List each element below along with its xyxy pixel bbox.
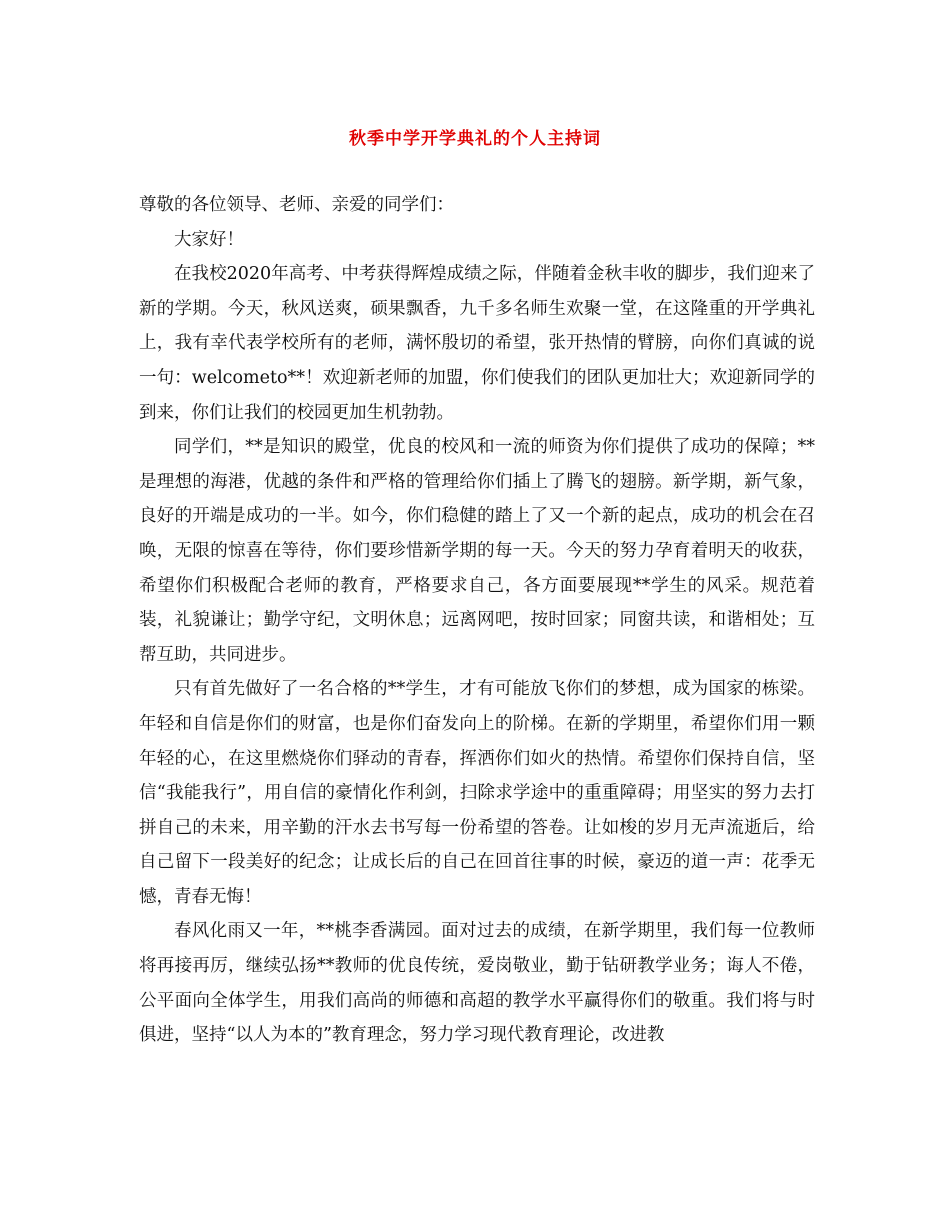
salutation: 尊敬的各位领导、老师、亲爱的同学们： <box>139 195 454 215</box>
paragraph-1: 在我校2020年高考、中考获得辉煌成绩之际，伴随着金秋丰收的脚步，我们迎来了新的学期。今天，秋风送爽，硕果飘香，九千多名师生欢聚一堂，在这隆重的开学典礼上，我有幸代表学校所有的老师，满怀殷切的希望，张开热情的臂膀，向你们真诚的说一句：welcometo**！欢迎新老师的加盟，你们使我们的团队更加壮大；欢迎新同学的到来，你们让我们的校园更加生机勃勃。 <box>139 264 815 423</box>
paragraph-4: 春风化雨又一年，**桃李香满园。面对过去的成绩，在新学期里，我们每一位教师将再接再厉，继续弘扬**教师的优良传统，爱岗敬业，勤于钻研教学业务；诲人不倦，公平面向全体学生，用我们高尚的师德和高超的教学水平赢得你们的敬重。我们将与时俱进，坚持“以人为本的”教育理念，努力学习现代教育理论，改进教 <box>139 921 815 1046</box>
paragraph-2: 同学们，**是知识的殿堂，优良的校风和一流的师资为你们提供了成功的保障；**是理想的海港，优越的条件和严格的管理给你们插上了腾飞的翅膀。新学期，新气象，良好的开端是成功的一半。如今，你们稳健的踏上了又一个新的起点，成功的机会在召唤，无限的惊喜在等待，你们要珍惜新学期的每一天。今天的努力孕育着明天的收获，希望你们积极配合老师的教育，严格要求自己，各方面要展现**学生的风采。规范着装，礼貌谦让；勤学守纪，文明休息；远离网吧，按时回家；同窗共读，和谐相处；互帮互助，共同进步。 <box>139 437 815 665</box>
paragraph-greeting: 大家好！ <box>174 229 244 250</box>
document-title: 秋季中学开学典礼的个人主持词 <box>349 129 601 149</box>
paragraph-3: 只有首先做好了一名合格的**学生，才有可能放飞你们的梦想，成为国家的栋梁。年轻和自信是你们的财富，也是你们奋发向上的阶梯。在新的学期里，希望你们用一颗年轻的心，在这里燃烧你们驿动的青春，挥洒你们如火的热情。希望你们保持自信，坚信“我能我行”，用自信的豪情化作利剑，扫除求学途中的重重障碍；用坚实的努力去打拼自己的未来，用辛勤的汗水去书写每一份希望的答卷。让如梭的岁月无声流逝后，给自己留下一段美好的纪念；让成长后的自己在回首往事的时候，豪迈的道一声：花季无憾，青春无悔！ <box>139 679 815 907</box>
document-body <box>139 188 815 1053</box>
